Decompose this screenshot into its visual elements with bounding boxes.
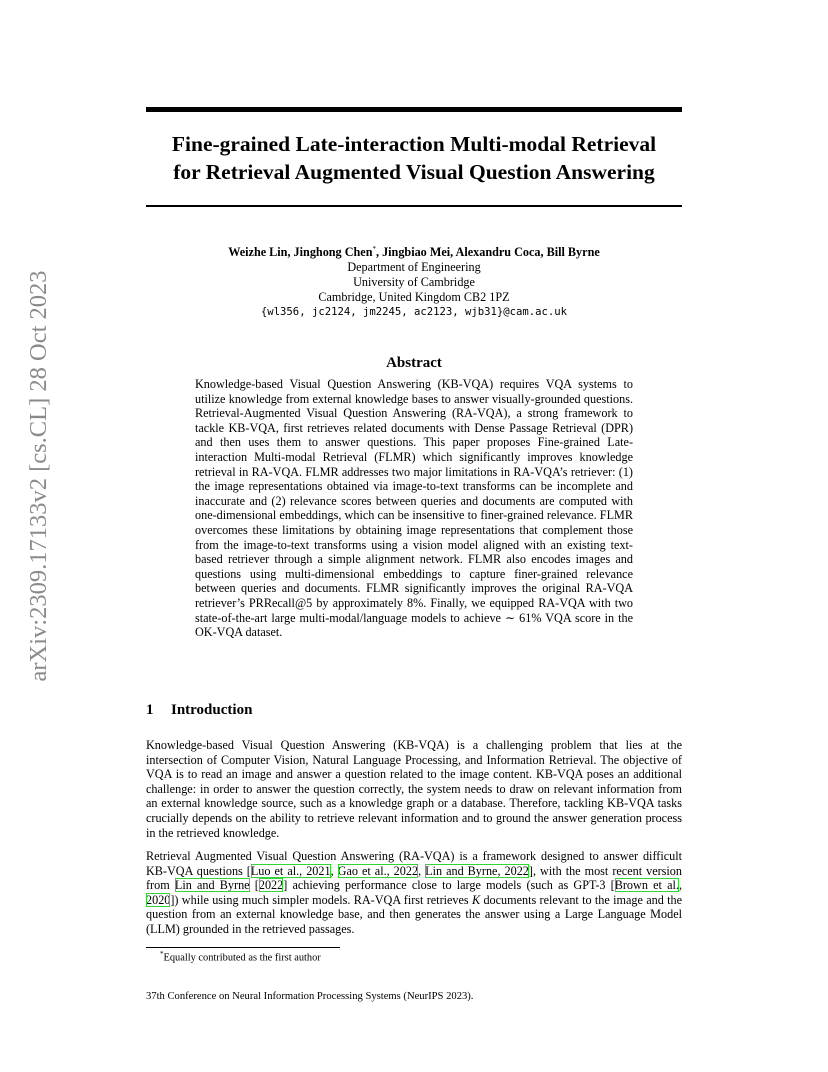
author-department: Department of Engineering [347,260,481,275]
author-names [146,242,682,260]
paper-title-line-2: for Retrieval Augmented Visual Question Answering [173,160,655,184]
title-top-rule [146,107,682,112]
p2-text-2: , [330,863,338,878]
section-title: Introduction [171,702,253,718]
abstract-heading: Abstract [386,355,442,371]
p2-text-5: [ [249,878,259,893]
paper-title [146,130,682,186]
p2-text-8: ]) while using much simpler models. RA-VQA first retrieves [170,892,472,907]
intro-paragraph-2 [146,849,682,937]
section-heading-introduction [146,702,252,719]
p2-text-1: Retrieval Augmented Visual Question Answering (RA-VQA) is a framework designed to answer difficult KB-VQA questions [ [146,849,682,878]
citation-gao-2022[interactable]: Gao et al., 2022 [337,863,419,878]
citation-brown-year[interactable]: 2020 [146,892,171,907]
abstract-text: Knowledge-based Visual Question Answering (KB-VQA) requires VQA systems to utilize knowledge from external knowledge bases to answer visually-grounded questions. Retrieval-Augmented Visual Question Answering (RA-VQA), a strong framework to tackle KB-VQA, first retrieves related documents with Dense Passage Retrieval (DPR) and then uses them to answer questions. This paper proposes Fine-grained Late-interaction Multi-modal Retrieval (FLMR) which significantly improves knowledge retrieval in RA-VQA. FLMR addresses two major limitations in RA-VQA’s retriever: (1) the image representations obtained via image-to-text transforms can be incomplete and inaccurate and (2) relevance scores between queries and documents are computed with one-dimensional embeddings, which can be insensitive to finer-grained relevance. FLMR overcomes these limitations by obtaining image representations that complement those from the image-to-text transforms using a vision model aligned with an existing text-based retriever through a simple alignment network. FLMR also encodes images and questions using multi-dimensional embeddings to capture finer-grained relevance between queries and documents. FLMR significantly improves the original RA-VQA retriever’s PRRecall@5 by approximately 8%. Finally, we equipped RA-VQA with two state-of-the-art large multi-modal/language models to achieve ∼ 61% VQA score in the OK-VQA dataset. [195,377,633,640]
variable-k: K [471,892,481,907]
citation-lin-byrne-year[interactable]: 2022 [258,878,284,893]
citation-lin-byrne-2022[interactable]: Lin and Byrne, 2022 [425,863,529,878]
p2-text-9: documents relevant to the image and the question from an external knowledge base, and then generates the answer using a Large Language Model (LLM) grounded in the retrieved passages. [146,892,682,936]
title-bottom-rule [146,205,682,207]
author-block [146,242,682,320]
footnote [160,950,321,963]
p2-text-3: , [418,863,426,878]
author-emails: {wl356, jc2124, jm2245, ac2123, wjb31}@cam.ac.uk [260,306,568,319]
intro-paragraph-1: Knowledge-based Visual Question Answering (KB-VQA) is a challenging problem that lies at the intersection of Computer Vision, Natural Language Processing, and Information Retrieval. The objective of VQA is to read an image and answer a question related to the image content. KB-VQA poses an additional challenge: in order to answer the question correctly, the system needs to draw on relevant information from an external knowledge source, such as a knowledge graph or a database. Therefore, tackling KB-VQA tasks crucially depends on the ability to retrieve relevant information and to ground the answer generation process in the retrieved knowledge. [146,738,682,840]
author-names-first: Weizhe Lin, Jinghong Chen [228,245,373,260]
footnote-rule [146,947,340,948]
footnote-text: Equally contributed as the first author [163,952,321,964]
p2-text-4: ], with the most recent version from [146,863,682,893]
p2-text-6: ] achieving performance close to large models (such as GPT-3 [ [283,878,615,893]
citation-brown-author[interactable]: Brown et al. [614,878,679,893]
author-university: University of Cambridge [353,275,475,290]
section-number: 1 [146,702,154,718]
footnote-mark: * [160,950,164,958]
p2-text-7: , [678,878,682,893]
paper-title-line-1: Fine-grained Late-interaction Multi-modal Retrieval [171,132,657,156]
citation-luo-2021[interactable]: Luo et al., 2021 [250,863,331,878]
citation-lin-byrne-author[interactable]: Lin and Byrne [174,878,250,893]
author-location: Cambridge, United Kingdom CB2 1PZ [318,290,510,305]
author-footnote-mark: * [372,245,376,253]
author-names-rest: , Jingbiao Mei, Alexandru Coca, Bill Byrne [375,245,600,260]
arxiv-identifier-text: arXiv:2309.17133v2 [cs.CL] 28 Oct 2023 [25,270,52,682]
conference-footer: 37th Conference on Neural Information Processing Systems (NeurIPS 2023). [146,991,474,1002]
